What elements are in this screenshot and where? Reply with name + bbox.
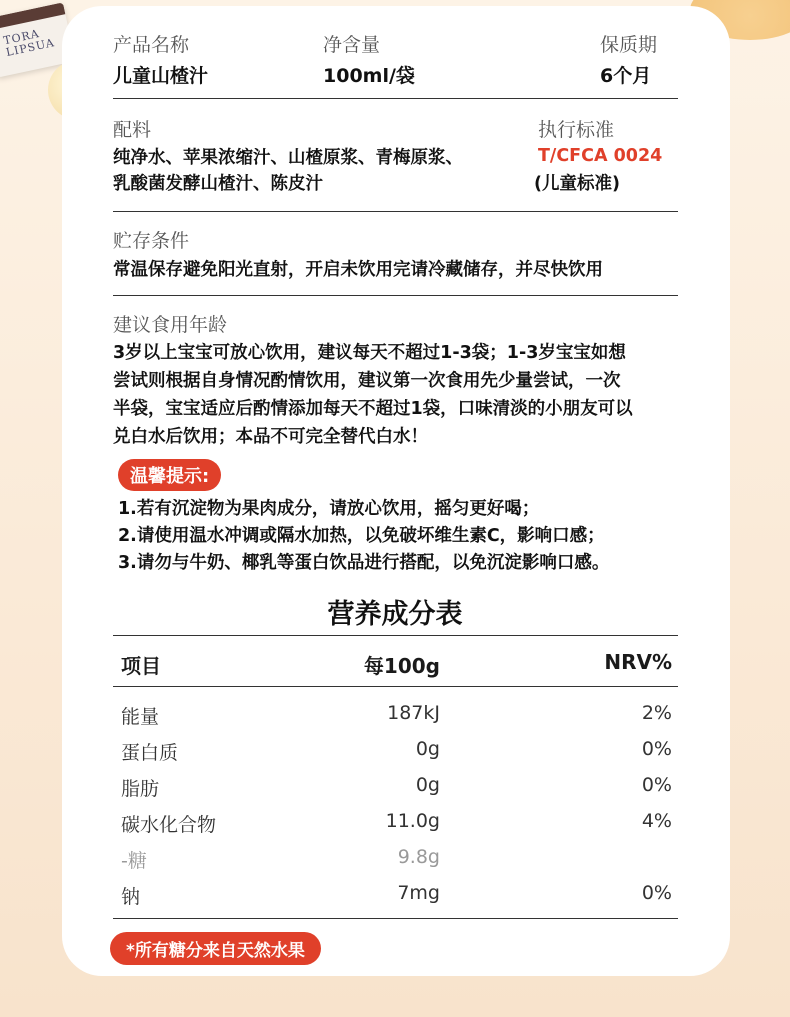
nutrient-nrv: 4% [641, 810, 672, 832]
nutrient-amount: 187kJ [387, 702, 440, 724]
ingredients-line-2: 乳酸菌发酵山楂汁、陈皮汁 [113, 174, 323, 194]
sugar-footnote: *所有糖分来自天然水果 [126, 941, 305, 961]
nutrient-amount: 0g [415, 738, 440, 760]
standard-note: (儿童标准) [534, 174, 620, 194]
storage-text: 常温保存避免阳光直射，开启未饮用完请冷藏储存，并尽快饮用 [113, 260, 603, 280]
net-content-label: 净含量 [323, 34, 381, 56]
nutrient-name: 能量 [121, 706, 160, 728]
nutrition-title: 营养成分表 [327, 599, 463, 630]
age-label: 建议食用年龄 [113, 314, 228, 336]
table-header-nrv: NRV% [604, 650, 672, 674]
nutrient-name: 蛋白质 [121, 742, 179, 764]
nutrient-amount: 0g [415, 774, 440, 796]
table-bottom-border [113, 918, 678, 919]
sugar-footnote-badge [110, 932, 321, 965]
table-row [113, 738, 678, 774]
nutrient-name: 脂肪 [121, 778, 160, 800]
table-row [113, 882, 678, 918]
age-line-2: 尝试则根据自身情况酌情饮用，建议第一次食用先少量尝试，一次 [113, 371, 621, 391]
standard-label: 执行标准 [538, 119, 615, 141]
product-name-value: 儿童山楂汁 [113, 65, 209, 87]
table-top-border [113, 635, 678, 636]
product-name-label: 产品名称 [113, 34, 190, 56]
table-header-border [113, 686, 678, 687]
nutrient-name: -糖 [121, 850, 147, 872]
table-row [113, 846, 678, 882]
tip-item-2: 2.请使用温水冲调或隔水加热，以免破坏维生素C，影响口感； [118, 526, 605, 546]
ingredients-line-1: 纯净水、苹果浓缩汁、山楂原浆、青梅原浆、 [113, 148, 463, 168]
nutrient-amount: 11.0g [385, 810, 440, 832]
nutrient-nrv: 0% [641, 774, 672, 796]
tip-item-1: 1.若有沉淀物为果肉成分，请放心饮用，摇匀更好喝； [118, 499, 540, 519]
tips-badge [118, 459, 221, 491]
tip-item-3: 3.请勿与牛奶、椰乳等蛋白饮品进行搭配，以免沉淀影响口感。 [118, 553, 610, 573]
table-row [113, 810, 678, 846]
table-row [113, 774, 678, 810]
nutrient-nrv: 2% [641, 702, 672, 724]
storage-label: 贮存条件 [113, 230, 190, 252]
age-line-3: 半袋，宝宝适应后酌情添加每天不超过1袋，口味清淡的小朋友可以 [113, 399, 633, 419]
package-text: TORA LIPSUA [2, 27, 56, 60]
divider [113, 295, 678, 296]
tips-title: 温馨提示: [130, 466, 210, 487]
shelf-life-label: 保质期 [600, 34, 658, 56]
table-header-per100g: 每100g [363, 654, 440, 678]
nutrient-nrv: 0% [641, 738, 672, 760]
table-header-item: 项目 [121, 654, 161, 678]
divider [113, 98, 678, 99]
table-row [113, 702, 678, 738]
nutrient-name: 钠 [121, 886, 141, 908]
age-line-1: 3岁以上宝宝可放心饮用，建议每天不超过1-3袋；1-3岁宝宝如想 [113, 343, 626, 363]
ingredients-label: 配料 [113, 119, 152, 141]
nutrient-amount: 7mg [397, 882, 440, 904]
age-line-4: 兑白水后饮用；本品不可完全替代白水！ [113, 427, 428, 447]
net-content-value: 100ml/袋 [323, 65, 415, 87]
shelf-life-value: 6个月 [600, 65, 652, 87]
divider [113, 211, 678, 212]
nutrient-nrv: 0% [641, 882, 672, 904]
nutrient-amount: 9.8g [397, 846, 440, 868]
nutrient-name: 碳水化合物 [121, 814, 217, 836]
standard-code: T/CFCA 0024 [538, 146, 663, 166]
